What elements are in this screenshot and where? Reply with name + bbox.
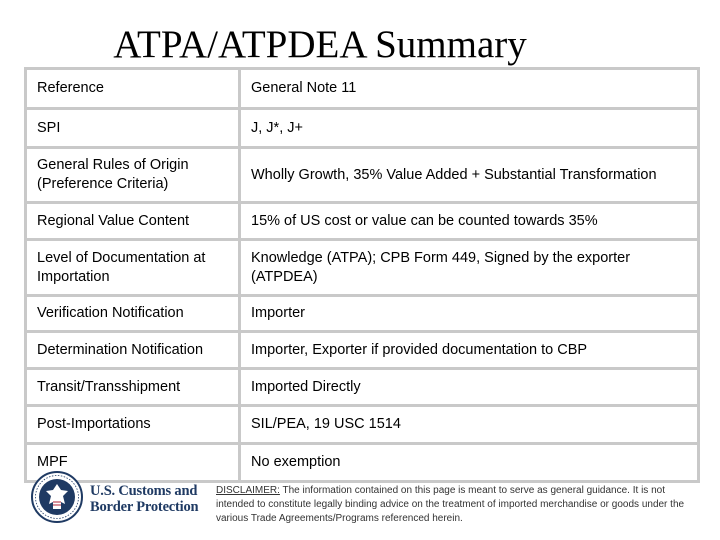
- row-label: Post-Importations: [27, 407, 238, 442]
- disclaimer-text: The information contained on this page is meant to serve as general guidance. It is not intended to constitute legally binding advice on the treatment of imported merchandise or goods under the various Trade Agreements/Programs referenced herein.: [216, 485, 685, 524]
- row-value: Imported Directly: [241, 370, 697, 404]
- cbp-logo: [30, 470, 210, 524]
- disclaimer: [216, 484, 706, 526]
- row-label: SPI: [27, 110, 238, 146]
- page-title: ATPA/ATPDEA Summary: [113, 23, 527, 66]
- row-value: Knowledge (ATPA); CPB Form 449, Signed by the exporter (ATPDEA): [241, 241, 697, 294]
- row-value: General Note 11: [241, 70, 697, 107]
- row-value: 15% of US cost or value can be counted towards 35%: [241, 204, 697, 238]
- row-value: Importer, Exporter if provided documentation to CBP: [241, 333, 697, 367]
- row-value: Wholly Growth, 35% Value Added + Substantial Transformation: [241, 149, 697, 201]
- row-label: Regional Value Content: [27, 204, 238, 238]
- row-value: Importer: [241, 297, 697, 330]
- row-label: Determination Notification: [27, 333, 238, 367]
- logo-line-1: U.S. Customs and: [90, 483, 198, 499]
- dhs-seal-icon: [30, 470, 84, 524]
- row-value: No exemption: [241, 445, 697, 480]
- summary-table: [24, 67, 700, 483]
- logo-line-2: Border Protection: [90, 499, 199, 515]
- row-label: Reference: [27, 70, 238, 107]
- row-value: J, J*, J+: [241, 110, 697, 146]
- row-label: General Rules of Origin (Preference Criteria): [27, 149, 238, 201]
- row-label: MPF: [27, 445, 238, 480]
- row-label: Verification Notification: [27, 297, 238, 330]
- row-value: SIL/PEA, 19 USC 1514: [241, 407, 697, 442]
- disclaimer-label: DISCLAIMER:: [216, 485, 280, 496]
- row-label: Transit/Transshipment: [27, 370, 238, 404]
- logo-wordmark: [90, 483, 198, 515]
- row-label: Level of Documentation at Importation: [27, 241, 238, 294]
